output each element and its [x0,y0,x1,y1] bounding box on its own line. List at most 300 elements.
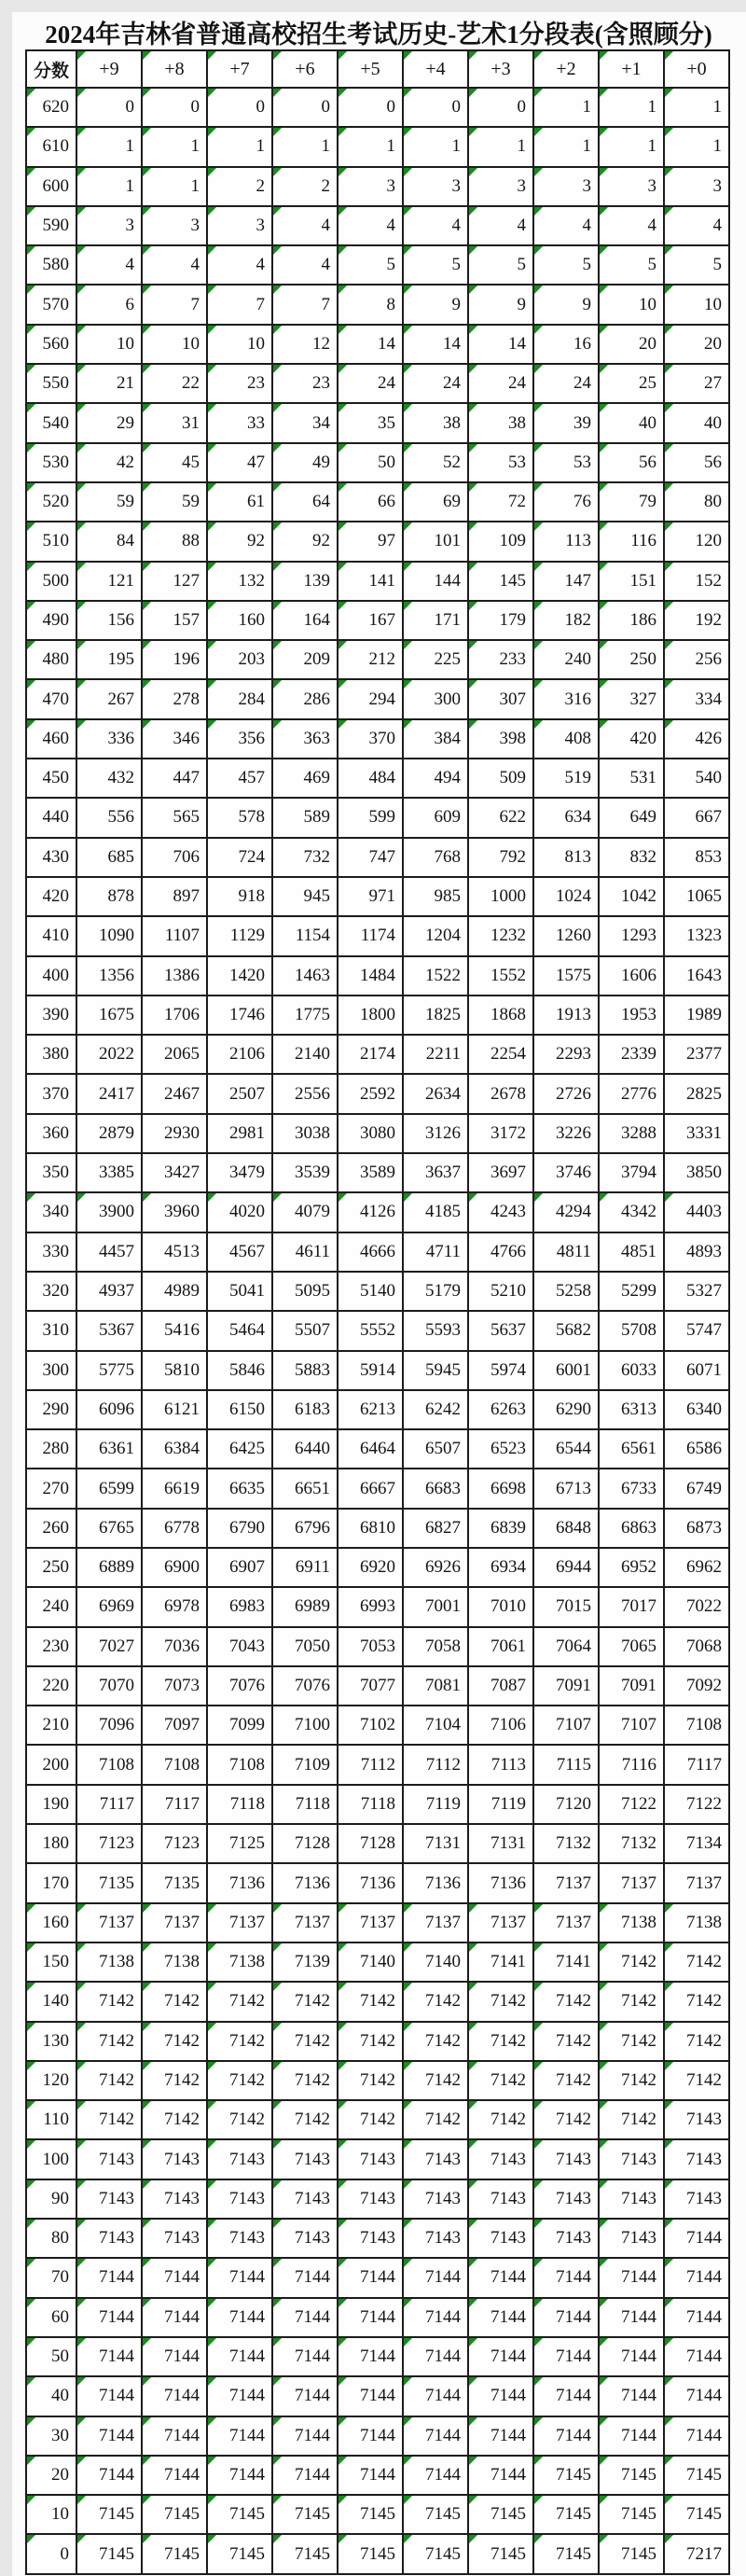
count-cell [207,996,272,1035]
count-value: 7132 [556,1833,591,1854]
count-value: 7143 [490,2188,526,2208]
count-cell [207,2258,272,2297]
count-value: 0 [451,97,461,118]
score-value: 490 [42,610,69,630]
count-cell [403,1824,468,1863]
count-value: 2556 [295,1083,330,1104]
count-value: 7144 [295,2464,330,2485]
count-cell [207,1153,272,1192]
count-cell [599,679,664,718]
excel-flag-icon [404,1904,412,1913]
count-cell [272,640,338,679]
count-value: 6213 [360,1399,395,1419]
count-cell [272,2495,338,2534]
count-value: 7077 [360,1676,395,1696]
excel-flag-icon [77,168,86,176]
excel-flag-icon [665,2535,673,2543]
count-cell [599,1903,664,1942]
count-value: 6425 [229,1439,265,1459]
count-cell [664,916,729,955]
count-value: 334 [695,689,722,709]
count-cell [76,88,142,127]
count-cell [272,2219,338,2258]
score-value: 60 [51,2306,69,2327]
count-value: 7076 [295,1676,330,1696]
count-cell [664,2258,729,2297]
count-cell [338,2337,403,2376]
excel-flag-icon [404,89,412,97]
score-cell [26,245,76,285]
count-cell [142,719,207,759]
excel-flag-icon [208,89,216,97]
score-cell [26,2534,76,2573]
count-value: 7 [256,294,265,314]
count-cell [533,798,599,837]
excel-flag-icon [665,483,673,492]
count-value: 7143 [425,2188,461,2208]
count-value: 7142 [295,1991,330,2012]
excel-flag-icon [77,207,86,216]
excel-flag-icon [27,2101,35,2110]
count-value: 494 [434,768,461,788]
excel-flag-icon [534,2180,543,2189]
excel-flag-icon [338,1193,347,1202]
count-cell [533,996,599,1035]
count-value: 1 [190,175,200,196]
count-value: 7143 [621,2188,656,2208]
excel-flag-icon [77,720,86,729]
count-value: 7144 [425,2306,461,2327]
excel-flag-icon [665,641,673,649]
count-value: 7144 [229,2346,265,2367]
count-cell [468,2376,533,2416]
excel-flag-icon [143,168,151,176]
count-value: 7143 [229,2188,265,2208]
score-value: 50 [51,2346,69,2367]
count-cell [468,1351,533,1390]
count-cell [272,2298,338,2337]
count-value: 1107 [164,926,200,946]
table-row [26,2376,729,2416]
count-cell [599,482,664,522]
score-value: 450 [42,768,69,788]
count-cell [338,1666,403,1706]
count-cell [207,1272,272,1311]
excel-flag-icon [143,563,151,571]
count-value: 7143 [295,2188,330,2208]
count-value: 6507 [425,1439,461,1459]
excel-flag-icon [600,641,608,649]
count-value: 3746 [556,1163,591,1183]
count-value: 72 [508,492,526,512]
count-cell [338,640,403,679]
count-value: 7144 [164,2386,200,2406]
excel-flag-icon [77,2457,86,2465]
count-value: 240 [564,649,591,670]
count-value: 59 [182,492,200,512]
count-cell [207,1982,272,2021]
count-value: 4666 [360,1241,395,1261]
excel-flag-icon [77,2299,86,2307]
count-value: 484 [368,768,395,788]
count-value: 853 [695,846,722,867]
score-value: 600 [42,175,69,196]
count-cell [468,2456,533,2495]
count-value: 6733 [621,1478,656,1498]
excel-flag-icon [600,483,608,492]
count-cell [533,1706,599,1745]
count-cell [338,2061,403,2100]
count-value: 5367 [99,1320,134,1341]
count-value: 4893 [686,1241,722,1261]
excel-flag-icon [27,444,35,453]
count-cell [142,996,207,1035]
count-value: 7144 [490,2464,526,2485]
score-value: 400 [42,965,69,985]
count-value: 7145 [686,2464,722,2485]
table-row [26,640,729,679]
count-cell [599,1351,664,1390]
count-cell [142,482,207,522]
count-cell [272,2456,338,2495]
count-value: 2254 [490,1044,526,1065]
score-cell [26,2456,76,2495]
count-cell [76,1272,142,1311]
count-value: 7144 [556,2346,591,2367]
score-cell [26,877,76,916]
count-cell [468,1982,533,2021]
excel-flag-icon [665,326,673,334]
count-value: 80 [704,492,722,512]
count-value: 14 [378,333,395,354]
count-cell [272,719,338,759]
count-cell [272,996,338,1035]
count-value: 3637 [425,1163,461,1183]
score-cell [26,679,76,718]
count-value: 6778 [164,1517,200,1538]
count-cell [664,1153,729,1192]
count-value: 8 [386,294,395,314]
count-cell [142,522,207,561]
count-value: 2930 [164,1122,200,1143]
count-cell [403,877,468,916]
score-cell [26,1745,76,1784]
excel-flag-icon [404,2259,412,2267]
count-value: 7136 [490,1873,526,1893]
count-value: 139 [303,570,330,591]
count-value: 7144 [556,2306,591,2327]
count-value: 6969 [99,1596,134,1617]
excel-flag-icon [600,1193,608,1202]
count-value: 6962 [686,1557,722,1578]
table-row [26,759,729,798]
count-value: 7142 [229,2069,265,2090]
excel-flag-icon [273,2417,282,2426]
count-value: 49 [312,452,330,472]
count-value: 88 [182,531,200,551]
count-cell [533,1745,599,1784]
table-row [26,956,729,996]
count-value: 7145 [425,2543,461,2564]
count-value: 7143 [556,2228,591,2249]
count-value: 7143 [425,2228,461,2249]
excel-flag-icon [600,207,608,216]
count-cell [207,1192,272,1232]
count-cell [664,562,729,601]
excel-flag-icon [143,1193,151,1202]
count-cell [599,245,664,285]
excel-flag-icon [143,1904,151,1913]
score-value: 20 [51,2464,69,2485]
score-cell [26,1153,76,1192]
count-cell [468,403,533,442]
count-value: 7144 [164,2346,200,2367]
count-cell [76,2061,142,2100]
count-value: 7142 [621,2110,656,2130]
count-cell [533,759,599,798]
count-value: 40 [639,412,656,433]
count-cell [468,1824,533,1863]
excel-flag-icon [77,1193,86,1202]
count-value: 38 [508,412,526,433]
score-cell [26,1666,76,1706]
count-value: 7001 [425,1596,461,1617]
excel-flag-icon [404,2140,412,2149]
table-row [26,2298,729,2337]
excel-flag-icon [404,602,412,610]
count-value: 5507 [295,1320,330,1341]
count-value: 7109 [295,1754,330,1775]
count-cell [76,1035,142,1074]
count-value: 7144 [490,2306,526,2327]
count-value: 2022 [99,1044,134,1065]
count-value: 7137 [686,1873,722,1893]
score-value: 260 [42,1517,69,1538]
excel-flag-icon [273,522,282,531]
count-cell [403,679,468,718]
count-value: 5140 [360,1281,395,1302]
score-cell [26,1903,76,1942]
count-value: 599 [368,807,395,828]
excel-flag-icon [27,168,35,176]
count-value: 6827 [425,1517,461,1538]
excel-flag-icon [469,522,477,531]
count-cell [338,838,403,877]
score-value: 290 [42,1399,69,1419]
count-cell [599,1153,664,1192]
count-value: 4766 [490,1241,526,1261]
table-row [26,916,729,955]
count-value: 7142 [686,2030,722,2051]
count-value: 7144 [490,2425,526,2445]
count-value: 182 [564,610,591,630]
count-value: 1 [647,97,656,118]
excel-flag-icon [208,720,216,729]
table-row [26,1429,729,1469]
table-row [26,245,729,285]
excel-flag-icon [665,1943,673,1952]
excel-flag-icon [534,2259,543,2267]
count-cell [76,443,142,482]
count-cell [403,1272,468,1311]
score-cell [26,1863,76,1902]
count-cell [338,443,403,482]
count-value: 4 [451,216,461,236]
table-row [26,2139,729,2179]
excel-flag-icon [469,2417,477,2426]
count-value: 97 [378,531,395,551]
excel-flag-icon [665,2496,673,2504]
count-cell [76,2376,142,2416]
count-value: 1643 [686,965,722,985]
count-cell [468,798,533,837]
count-value: 5179 [425,1281,461,1302]
count-value: 56 [639,452,656,472]
count-cell [207,482,272,522]
count-value: 7142 [490,1991,526,2012]
count-value: 20 [639,333,656,354]
table-row [26,2337,729,2376]
excel-flag-icon [27,2220,35,2228]
excel-flag-icon [77,1904,86,1913]
count-cell [599,798,664,837]
count-value: 7144 [99,2464,134,2485]
excel-flag-icon [600,2299,608,2307]
count-value: 2592 [360,1083,395,1104]
excel-flag-icon [338,483,347,492]
count-value: 7144 [164,2464,200,2485]
excel-flag-icon [208,404,216,412]
excel-flag-icon [143,326,151,334]
count-value: 7144 [99,2267,134,2288]
count-cell [533,403,599,442]
excel-flag-icon [208,2417,216,2426]
excel-flag-icon [534,51,543,60]
excel-flag-icon [27,285,35,294]
count-cell [207,1903,272,1942]
excel-flag-icon [534,207,543,216]
count-value: 1386 [164,965,200,985]
count-cell [338,2534,403,2573]
count-cell [533,2100,599,2139]
score-value: 70 [51,2267,69,2288]
count-value: 7145 [295,2504,330,2525]
count-value: 0 [321,97,330,118]
count-cell [76,759,142,798]
count-value: 120 [695,531,722,551]
count-cell [468,1192,533,1232]
count-value: 53 [573,452,591,472]
excel-flag-icon [665,1983,673,1991]
count-cell [272,2100,338,2139]
count-value: 457 [238,768,265,788]
count-value: 7143 [295,2228,330,2249]
count-cell [403,1232,468,1272]
table-row [26,1627,729,1666]
count-value: 2825 [686,1083,722,1104]
count-cell [403,719,468,759]
count-value: 1293 [621,926,656,946]
excel-flag-icon [534,641,543,649]
count-cell [468,719,533,759]
count-cell [664,2376,729,2416]
count-cell [468,1587,533,1626]
count-cell [76,403,142,442]
column-header: +9 [76,50,142,88]
count-cell [664,1548,729,1587]
count-value: 7120 [556,1793,591,1814]
count-value: 1323 [686,926,722,946]
count-cell [272,1587,338,1626]
count-cell [272,88,338,127]
count-value: 6667 [360,1478,395,1498]
count-value: 531 [629,768,656,788]
count-value: 7144 [686,2267,722,2288]
count-value: 519 [564,768,591,788]
count-value: 7137 [360,1912,395,1932]
count-cell [76,640,142,679]
count-cell [533,1509,599,1548]
score-cell [26,1824,76,1863]
count-cell [272,562,338,601]
count-cell [468,759,533,798]
count-value: 307 [499,689,526,709]
count-value: 2726 [556,1083,591,1104]
count-cell [272,403,338,442]
count-cell [599,2179,664,2219]
count-cell [403,2298,468,2337]
count-cell [599,562,664,601]
table-row [26,1272,729,1311]
table-row [26,127,729,166]
count-value: 1 [321,136,330,157]
count-cell [533,1903,599,1942]
count-value: 4 [256,255,265,275]
count-value: 634 [564,807,591,828]
count-value: 141 [368,570,395,591]
count-cell [403,1942,468,1982]
count-value: 1232 [490,926,526,946]
count-value: 7137 [425,1912,461,1932]
score-value: 230 [42,1636,69,1656]
excel-flag-icon [338,246,347,255]
count-cell [207,1311,272,1350]
table-row [26,601,729,640]
count-cell [664,1509,729,1548]
count-value: 61 [247,492,265,512]
count-value: 7091 [556,1676,591,1696]
count-cell [207,1114,272,1153]
count-value: 21 [117,373,134,394]
count-value: 160 [238,610,265,630]
count-cell [403,443,468,482]
excel-flag-icon [273,2140,282,2149]
count-cell [664,2100,729,2139]
count-cell [272,1666,338,1706]
excel-flag-icon [143,602,151,610]
excel-flag-icon [404,207,412,216]
count-value: 192 [695,610,722,630]
count-value: 7144 [425,2464,461,2485]
excel-flag-icon [208,326,216,334]
count-cell [142,1351,207,1390]
count-value: 7137 [490,1912,526,1932]
count-cell [207,1469,272,1508]
count-value: 1 [190,136,200,157]
count-value: 1484 [360,965,395,985]
count-cell [338,2219,403,2258]
count-cell [533,1666,599,1706]
